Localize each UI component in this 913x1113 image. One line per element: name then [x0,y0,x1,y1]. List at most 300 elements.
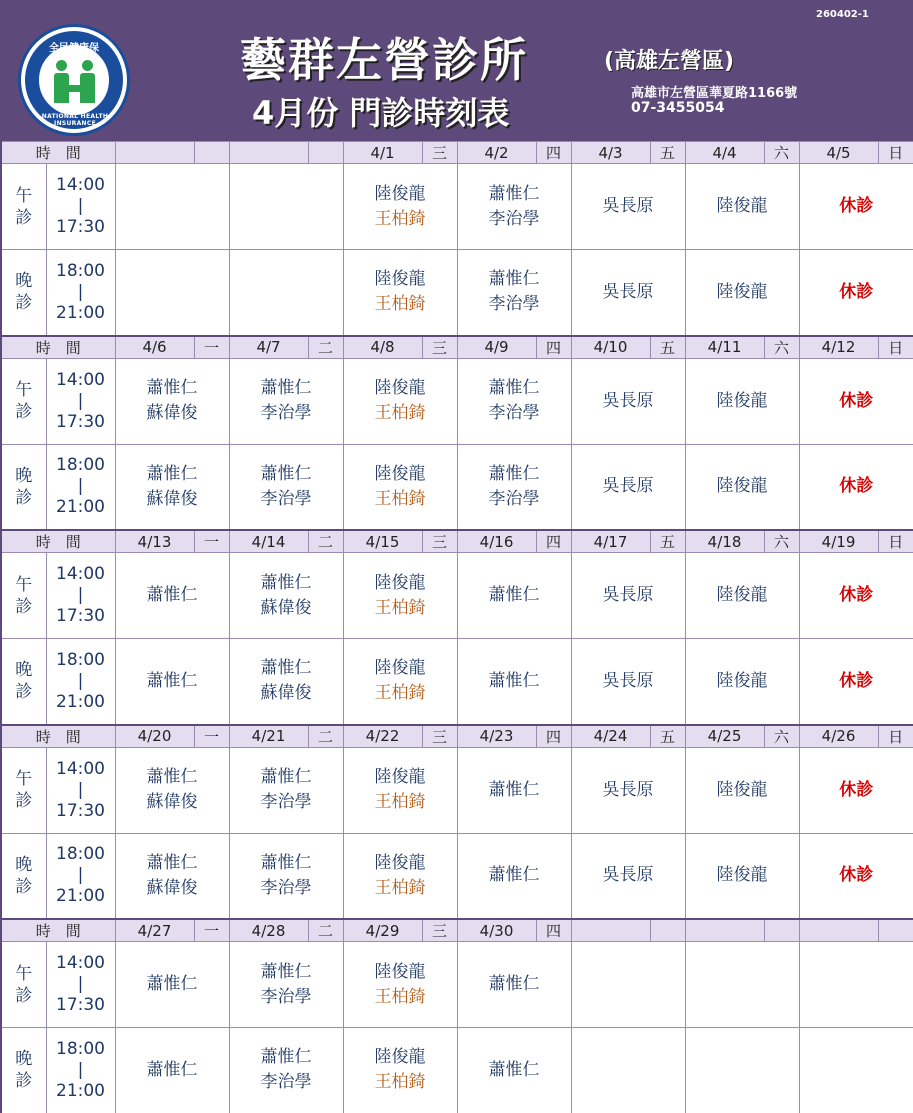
date-cell: 4/20 [115,725,194,748]
time-part: | [77,196,84,216]
doctor-cell [115,639,229,725]
doctor-name: 陸俊龍 [716,390,768,411]
session-char: 午 [15,185,33,206]
doctor-cell [685,164,799,250]
doctor-cell [799,250,913,336]
doctor-cell [229,444,343,530]
time-part: 14:00 [56,369,105,390]
evening-row [1,444,913,530]
doctor-name: 蘇偉俊 [146,403,198,423]
week-header-row [1,725,913,748]
time-part: 18:00 [56,455,105,476]
doctor-cell [457,639,571,725]
time-header-cell: 時 間 [1,530,115,553]
evening-session-label [1,444,46,530]
doctor-name: 蕭惟仁 [260,767,312,787]
logo-person-head-right [82,60,93,71]
date-cell: 4/25 [685,725,764,748]
doctor-name: 蕭惟仁 [488,779,540,800]
doctor-name: 吳長原 [602,865,654,886]
doctor-name: 蕭惟仁 [146,1059,198,1080]
time-part: 18:00 [56,649,105,670]
session-char: 午 [15,574,33,595]
doctor-name: 王柏錡 [374,986,426,1007]
doctor-cell [457,444,571,530]
closed-label: 休診 [839,390,874,411]
doctor-name: 陸俊龍 [716,670,768,691]
time-part: 21:00 [56,691,105,712]
doctor-cell [229,833,343,919]
closed-label: 休診 [839,779,874,800]
afternoon-row [1,164,913,250]
time-header-cell: 時 間 [1,725,115,748]
date-cell: 4/14 [229,530,308,553]
doctor-name: 陸俊龍 [716,281,768,302]
doctor-name: 李治學 [488,208,540,229]
doctor-cell [457,1028,571,1113]
doctor-name: 王柏錡 [374,488,426,509]
weekday-cell: 五 [650,142,685,164]
evening-time-range [46,444,115,530]
doctor-cell [571,747,685,833]
time-part: | [77,585,84,605]
doctor-name: 吳長原 [602,779,654,800]
doctor-cell [685,1028,799,1113]
time-part: 17:30 [56,800,105,821]
afternoon-row [1,942,913,1028]
time-part: 18:00 [56,1038,105,1059]
weekday-cell: 日 [878,142,913,164]
date-cell: 4/17 [571,530,650,553]
doctor-name: 李治學 [260,1072,312,1093]
doctor-cell [457,164,571,250]
doctor-cell [799,444,913,530]
doctor-cell [343,444,457,530]
date-cell: 4/28 [229,919,308,942]
doctor-name: 蕭惟仁 [488,463,540,484]
weekday-cell: 二 [308,336,343,359]
session-char: 晚 [15,465,33,486]
doctor-name: 陸俊龍 [374,852,426,873]
doctor-cell [229,747,343,833]
doctor-name: 蕭惟仁 [488,974,540,994]
date-cell: 4/26 [799,725,878,748]
date-cell: 4/27 [115,919,194,942]
time-part: 21:00 [56,886,105,907]
doctor-name: 蕭惟仁 [260,961,312,982]
doctor-name: 吳長原 [602,281,654,302]
time-part: | [77,476,84,497]
date-cell: 4/12 [799,336,878,359]
date-cell: 4/18 [685,530,764,553]
district-label: (高雄左營區) [604,49,735,74]
doctor-name: 陸俊龍 [374,1047,426,1068]
doctor-name: 蘇偉俊 [260,597,312,618]
doctor-cell [115,553,229,639]
weekday-cell [308,142,343,164]
afternoon-session-label [1,164,46,250]
time-part: 14:00 [56,953,105,973]
week-header-row [1,530,913,553]
doctor-cell [115,942,229,1028]
date-cell: 4/13 [115,530,194,553]
weekday-cell: 日 [878,336,913,359]
date-cell: 4/24 [571,725,650,748]
doctor-name: 蕭惟仁 [146,378,198,398]
doctor-cell [115,164,229,250]
time-part: | [77,1059,84,1080]
afternoon-row [1,747,913,833]
weekday-cell: 一 [194,530,229,553]
doctor-name: 王柏錡 [374,792,426,812]
doctor-name: 蕭惟仁 [488,865,540,886]
time-part: | [77,281,84,302]
doctor-cell [457,250,571,336]
date-cell: 4/23 [457,725,536,748]
doctor-name: 蕭惟仁 [260,463,312,484]
doctor-cell [685,942,799,1028]
doctor-cell [685,444,799,530]
doctor-cell [229,1028,343,1113]
evening-time-range [46,250,115,336]
doctor-cell [343,833,457,919]
logo-connector [54,85,95,92]
doctor-cell [115,747,229,833]
time-header-cell: 時 間 [1,142,115,164]
date-cell: 4/15 [343,530,422,553]
doctor-name: 李治學 [260,792,312,812]
doctor-name: 陸俊龍 [374,658,426,679]
doctor-name: 吳長原 [602,585,654,605]
doctor-name: 蕭惟仁 [488,378,540,398]
date-cell [115,142,194,164]
doctor-name: 陸俊龍 [374,961,426,982]
time-part: | [77,670,84,691]
doctor-name: 蕭惟仁 [488,183,540,204]
doctor-cell [685,833,799,919]
weekday-cell: 四 [536,725,571,748]
afternoon-time-range [46,164,115,250]
afternoon-row [1,358,913,444]
evening-row [1,250,913,336]
logo-text: 全民健康保險 [49,43,99,69]
session-char: 晚 [15,660,33,681]
session-char: 診 [15,1071,33,1092]
doctor-cell [571,553,685,639]
afternoon-session-label [1,747,46,833]
doctor-name: 吳長原 [602,670,654,691]
doctor-name: 陸俊龍 [716,476,768,497]
doctor-cell [343,250,457,336]
doctor-name: 蕭惟仁 [146,767,198,787]
doctor-cell [799,358,913,444]
session-char: 診 [15,985,33,1006]
date-cell: 4/9 [457,336,536,359]
time-part: 17:30 [56,411,105,432]
doctor-name: 蕭惟仁 [260,658,312,679]
doctor-name: 陸俊龍 [716,585,768,605]
doctor-cell [685,250,799,336]
closed-label: 休診 [839,670,874,691]
date-cell: 4/16 [457,530,536,553]
doctor-name: 王柏錡 [374,877,426,898]
doctor-name: 王柏錡 [374,1072,426,1093]
doctor-cell [457,942,571,1028]
weekday-cell: 一 [194,725,229,748]
weekday-cell: 五 [650,530,685,553]
schedule-subtitle: 4月份 門診時刻表 [252,94,510,132]
time-header-cell: 時 間 [1,919,115,942]
weekday-cell: 日 [878,725,913,748]
closed-label: 休診 [839,585,874,605]
weekday-cell: 三 [422,336,457,359]
doctor-name: 陸俊龍 [374,463,426,484]
weekday-cell [764,919,799,942]
date-cell: 4/6 [115,336,194,359]
doctor-cell [685,639,799,725]
doctor-name: 王柏錡 [374,683,426,704]
time-part: 17:30 [56,995,105,1015]
time-part: 17:30 [56,217,105,237]
session-char: 診 [15,791,33,811]
doctor-cell [571,250,685,336]
doctor-cell [457,553,571,639]
doctor-cell [799,1028,913,1113]
closed-label: 休診 [839,281,874,302]
date-cell: 4/29 [343,919,422,942]
time-part: | [77,779,84,800]
doctor-cell [229,639,343,725]
doctor-cell [799,747,913,833]
week-header-row [1,142,913,164]
doctor-name: 蘇偉俊 [146,877,198,898]
doctor-name: 陸俊龍 [716,196,768,216]
doctor-cell [229,358,343,444]
date-cell: 4/8 [343,336,422,359]
session-char: 晚 [15,1049,33,1070]
doctor-name: 李治學 [488,488,540,509]
clinic-address: 高雄市左營區華夏路1166號 [631,86,798,101]
clinic-phone: 07-3455054 [631,100,725,116]
doctor-name: 蕭惟仁 [260,378,312,398]
doctor-cell [685,358,799,444]
doctor-name: 李治學 [488,294,540,315]
weekday-cell: 三 [422,142,457,164]
doctor-cell [115,358,229,444]
evening-time-range [46,1028,115,1113]
weekday-cell: 一 [194,919,229,942]
schedule-table [0,141,913,1113]
doctor-cell [685,747,799,833]
doctor-name: 蘇偉俊 [260,683,312,704]
session-char: 診 [15,293,33,314]
weekday-cell [650,919,685,942]
doctor-cell [343,942,457,1028]
closed-label: 休診 [839,865,874,886]
doctor-name: 陸俊龍 [374,572,426,593]
doctor-name: 蕭惟仁 [260,572,312,593]
doctor-name: 陸俊龍 [374,183,426,204]
clinic-header [0,0,913,141]
weekday-cell: 一 [194,336,229,359]
doctor-name: 蕭惟仁 [260,852,312,873]
date-cell: 4/4 [685,142,764,164]
date-cell: 4/7 [229,336,308,359]
weekday-cell: 三 [422,725,457,748]
doctor-cell [115,250,229,336]
doctor-cell [229,942,343,1028]
logo-subtext: NATIONAL HEALTH INSURANCE [41,113,109,127]
weekday-cell: 四 [536,919,571,942]
weekday-cell: 三 [422,530,457,553]
doctor-name: 蕭惟仁 [146,974,198,994]
date-cell: 4/5 [799,142,878,164]
doctor-cell [799,833,913,919]
date-cell [685,919,764,942]
doctor-name: 吳長原 [602,476,654,497]
session-char: 晚 [15,271,33,292]
doctor-name: 蕭惟仁 [488,585,540,605]
time-part: 14:00 [56,175,105,195]
weekday-cell: 六 [764,725,799,748]
weekday-cell: 四 [536,142,571,164]
doctor-name: 蕭惟仁 [146,670,198,691]
doctor-cell [571,1028,685,1113]
session-char: 晚 [15,854,33,875]
doctor-name: 王柏錡 [374,403,426,423]
doctor-name: 王柏錡 [374,597,426,618]
weekday-cell [194,142,229,164]
time-part: 14:00 [56,758,105,779]
doctor-cell [457,358,571,444]
date-cell: 4/10 [571,336,650,359]
time-part: 18:00 [56,260,105,281]
doctor-cell [571,358,685,444]
weekday-cell: 六 [764,336,799,359]
evening-session-label [1,833,46,919]
doctor-cell [229,164,343,250]
doctor-name: 蕭惟仁 [146,852,198,873]
evening-row [1,833,913,919]
doctor-name: 蕭惟仁 [488,1059,540,1080]
doctor-cell [229,553,343,639]
session-char: 診 [15,682,33,703]
doctor-cell [799,942,913,1028]
session-char: 診 [15,487,33,508]
session-char: 午 [15,380,33,400]
doctor-cell [799,164,913,250]
weekday-cell: 五 [650,725,685,748]
weekday-cell: 六 [764,530,799,553]
time-part: 14:00 [56,564,105,584]
time-header-cell: 時 間 [1,336,115,359]
evening-session-label [1,1028,46,1113]
date-cell [229,142,308,164]
evening-time-range [46,833,115,919]
date-cell: 4/1 [343,142,422,164]
doctor-name: 王柏錡 [374,208,426,229]
afternoon-time-range [46,553,115,639]
doctor-name: 李治學 [488,403,540,423]
doctor-cell [457,747,571,833]
doctor-cell [115,1028,229,1113]
doctor-name: 王柏錡 [374,294,426,315]
doctor-cell [343,747,457,833]
doctor-name: 李治學 [260,403,312,423]
doctor-cell [343,553,457,639]
time-part: 17:30 [56,606,105,626]
date-cell: 4/22 [343,725,422,748]
clinic-title: 藝群左營診所 [240,33,528,87]
session-char: 診 [15,402,33,422]
doctor-cell [571,639,685,725]
doctor-name: 李治學 [260,488,312,509]
week-header-row [1,919,913,942]
doctor-name: 陸俊龍 [374,767,426,787]
weekday-cell [878,919,913,942]
nhi-logo-icon [18,24,130,136]
doctor-cell [457,833,571,919]
doctor-cell [685,553,799,639]
afternoon-session-label [1,942,46,1028]
afternoon-time-range [46,942,115,1028]
doctor-cell [571,833,685,919]
doctor-cell [571,164,685,250]
evening-session-label [1,639,46,725]
doctor-name: 蕭惟仁 [488,670,540,691]
time-part: 21:00 [56,497,105,518]
date-cell: 4/19 [799,530,878,553]
session-char: 午 [15,963,33,984]
doctor-cell [343,639,457,725]
doctor-cell [343,164,457,250]
evening-session-label [1,250,46,336]
doctor-name: 蕭惟仁 [488,269,540,290]
closed-label: 休診 [839,196,874,216]
afternoon-session-label [1,358,46,444]
doctor-name: 蕭惟仁 [146,585,198,605]
date-cell: 4/21 [229,725,308,748]
weekday-cell: 六 [764,142,799,164]
weekday-cell: 四 [536,530,571,553]
doctor-name: 吳長原 [602,196,654,216]
time-part: 18:00 [56,844,105,865]
weekday-cell: 三 [422,919,457,942]
doctor-cell [115,444,229,530]
logo-person-head-left [56,60,67,71]
doctor-cell [343,1028,457,1113]
doctor-name: 李治學 [260,877,312,898]
date-cell [799,919,878,942]
session-char: 診 [15,207,33,228]
closed-label: 休診 [839,476,874,497]
evening-time-range [46,639,115,725]
doctor-name: 陸俊龍 [716,779,768,800]
doctor-name: 蕭惟仁 [260,1047,312,1068]
evening-row [1,1028,913,1113]
afternoon-row [1,553,913,639]
week-header-row [1,336,913,359]
doctor-cell [571,942,685,1028]
afternoon-session-label [1,553,46,639]
doctor-name: 蘇偉俊 [146,488,198,509]
date-cell: 4/3 [571,142,650,164]
session-char: 午 [15,769,33,789]
session-char: 診 [15,596,33,617]
evening-row [1,639,913,725]
doctor-name: 蕭惟仁 [146,463,198,484]
doctor-name: 李治學 [260,986,312,1007]
